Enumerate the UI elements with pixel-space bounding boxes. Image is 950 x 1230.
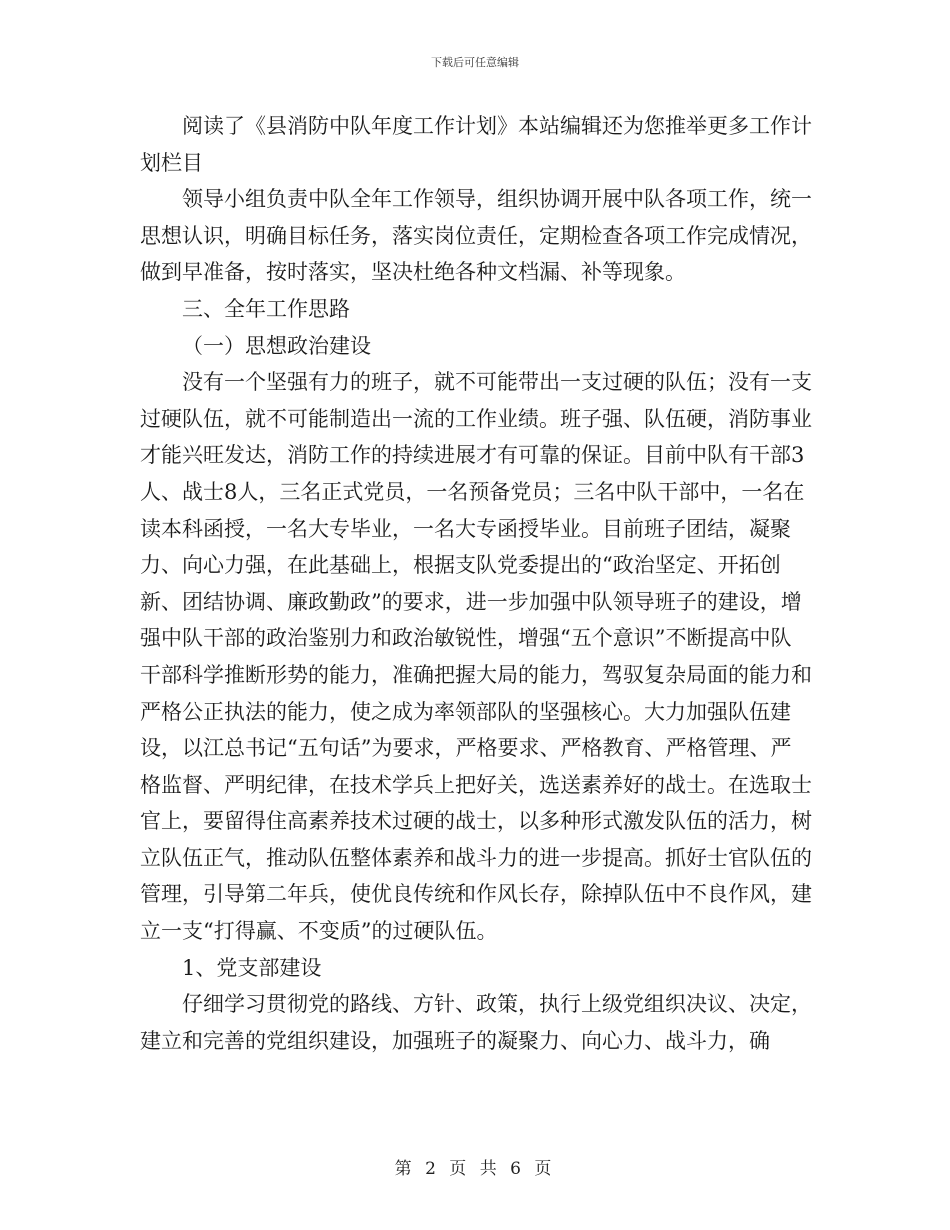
paragraph-intro: 阅读了《县消防中队年度工作计划》本站编辑还为您推举更多工作计划栏目 [140,114,812,175]
page-number-footer: 第 2 页 共 6 页 [394,1159,556,1179]
subsection-heading-political-building: （一）思想政治建设 [182,333,371,358]
paragraph-party-branch: 仔细学习贯彻党的路线、方针、政策，执行上级党组织决议、决定，建立和完善的党组织建设，加强班子的凝聚力、向心力、战斗力，确 [140,992,812,1053]
page-header-note: 下载后可任意编辑 [431,56,519,69]
document-body [140,108,812,1059]
paragraph-team-building: 没有一个坚强有力的班子，就不可能带出一支过硬的队伍；没有一支过硬队伍，就不可能制造出一流的工作业绩。班子强、队伍硬，消防事业才能兴旺发达，消防工作的持续进展才有可靠的保证。目前中队有干部3人、战士8人，三名正式党员，一名预备党员；三名中队干部中，一名在读本科函授，一名大专毕业，一名大专函授毕业。目前班子团结，凝聚力、向心力强，在此基础上，根据支队党委提出的“政治坚定、开拓创新、团结协调、廉政勤政”的要求，进一步加强中队领导班子的建设，增强中队干部的政治鉴别力和政治敏锐性，增强“五个意识”不断提高中队干部科学推断形势的能力，准确把握大局的能力，驾驭复杂局面的能力和严格公正执法的能力，使之成为率领部队的坚强核心。大力加强队伍建设，以江总书记“五句话”为要求，严格要求、严格教育、严格管理、严格监督、严明纪律，在技术学兵上把好关，选送素养好的战士。在选取士官上，要留得住高素养技术过硬的战士，以多种形式激发队伍的活力，树立队伍正气，推动队伍整体素养和战斗力的进一步提高。抓好士官队伍的管理，引导第二年兵，使优良传统和作风长存，除掉队伍中不良作风，建立一支“打得赢、不变质”的过硬队伍。 [140,370,812,944]
subsection-heading-party-branch: 1、党支部建设 [182,955,322,980]
section-heading-work-ideas: 三、全年工作思路 [182,296,350,321]
paragraph-leadership-group: 领导小组负责中队全年工作领导，组织协调开展中队各项工作，统一思想认识，明确目标任务，落实岗位责任，定期检查各项工作完成情况，做到早准备，按时落实，坚决杜绝各种文档漏、补等现象。 [140,187,812,285]
